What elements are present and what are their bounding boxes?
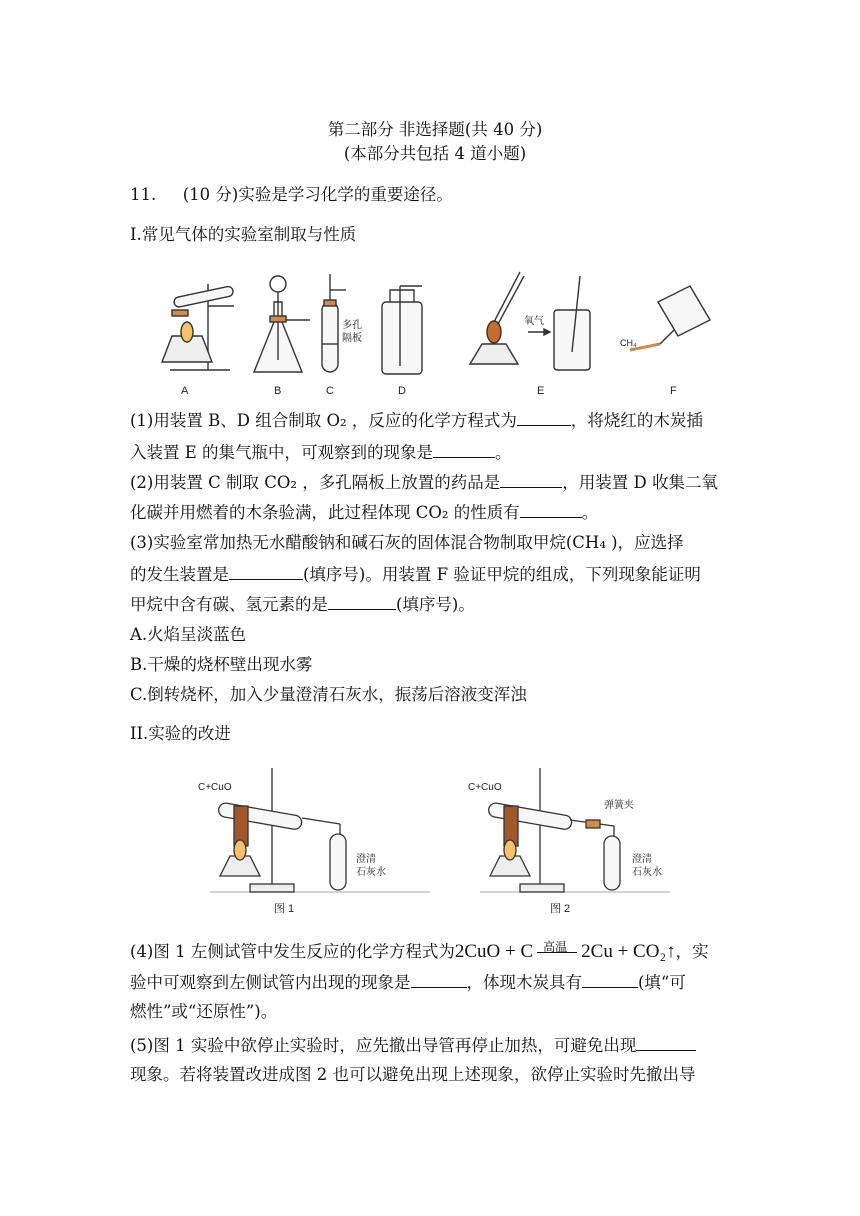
left-limewater-label-1: 澄清 xyxy=(356,854,376,865)
answer-blank-7[interactable] xyxy=(411,970,467,988)
q3-line-1: (3)实验室常加热无水醋酸钠和碱石灰的固体混合物制取甲烷(CH₄ )，应选择 xyxy=(130,533,684,552)
q4-line-3: 燃性”或“还原性”)。 xyxy=(130,1002,278,1021)
q5-line-1: (5)图 1 实验中欲停止实验时，应先撤出导管再停止加热，可避免出现 xyxy=(130,1033,740,1058)
q3-line-3: 甲烷中含有碳、氢元素的是 (填序号)。 xyxy=(130,592,740,617)
apparatus-b xyxy=(254,276,310,372)
figure-1-caption: 图 1 xyxy=(274,903,295,915)
question-intro: (10 分)实验是学习化学的重要途径。 xyxy=(182,185,453,204)
label-f: F xyxy=(670,385,677,397)
label-d: D xyxy=(398,385,406,397)
right-limewater-label-2: 石灰水 xyxy=(632,867,662,878)
oxygen-label: 氧气 xyxy=(524,316,544,327)
reaction-equation: 2CuO + C 高温 2Cu + CO₂↑ xyxy=(455,940,676,964)
apparatus-d xyxy=(382,286,422,374)
porous-label-1: 多孔 xyxy=(342,320,362,331)
part-title: 第二部分 非选择题(共 40 分) xyxy=(327,120,543,139)
label-e: E xyxy=(537,385,545,397)
left-reactant-label: C+CuO xyxy=(198,782,232,793)
q4-line-1: (4)图 1 左侧试管中发生反应的化学方程式为2CuO + C 高温 2Cu + CO₂↑，实 xyxy=(130,940,740,964)
answer-blank-8[interactable] xyxy=(582,970,638,988)
q4-line-2: 验中可观察到左侧试管内出现的现象是 ，体现木炭具有 (填“可 xyxy=(130,970,740,995)
label-a: A xyxy=(181,385,189,397)
spring-clamp-label: 弹簧夹 xyxy=(604,800,634,811)
section-heading-1: I.常见气体的实验室制取与性质 xyxy=(130,225,357,244)
right-reactant-label: C+CuO xyxy=(468,782,502,793)
figure-2-caption: 图 2 xyxy=(550,903,571,915)
right-limewater-label-1: 澄清 xyxy=(632,854,652,865)
option-c: C.倒转烧杯，加入少量澄清石灰水，振荡后溶液变浑浊 xyxy=(130,685,527,704)
part-subtitle: (本部分共包括 4 道小题) xyxy=(343,144,527,163)
section-heading-2: II.实验的改进 xyxy=(130,724,231,743)
apparatus-f xyxy=(630,286,710,350)
answer-blank-2[interactable] xyxy=(433,440,495,458)
q1-line-1: (1)用装置 B、D 组合制取 O₂ ，反应的化学方程式为 ，将烧红的木炭插 xyxy=(130,408,740,433)
option-b: B.干燥的烧杯壁出现水雾 xyxy=(130,655,313,674)
question-stem xyxy=(130,183,740,207)
answer-blank-3[interactable] xyxy=(500,470,562,488)
label-b: B xyxy=(274,385,282,397)
q2-line-2: 化碳并用燃着的木条验满，此过程体现 CO₂ 的性质有 。 xyxy=(130,500,740,525)
setup-figure-1 xyxy=(210,768,430,892)
answer-blank-5[interactable] xyxy=(229,562,303,580)
option-a: A.火焰呈淡蓝色 xyxy=(130,625,247,644)
equation-condition: 高温 xyxy=(543,940,568,955)
answer-blank-4[interactable] xyxy=(520,500,582,518)
apparatus-a xyxy=(162,284,234,370)
methane-label: CH₄ xyxy=(620,338,637,348)
label-c: C xyxy=(326,385,334,397)
q1-line-2: 入装置 E 的集气瓶中，可观察到的现象是 。 xyxy=(130,440,740,465)
apparatus-figure-2 xyxy=(190,764,690,924)
answer-blank-1[interactable] xyxy=(517,408,571,426)
q2-line-1: (2)用装置 C 制取 CO₂ ，多孔隔板上放置的药品是 ，用装置 D 收集二氧 xyxy=(130,470,740,495)
question-number: 11. xyxy=(130,185,157,204)
porous-label-2: 隔板 xyxy=(342,333,362,344)
answer-blank-9[interactable] xyxy=(636,1033,696,1051)
q3-line-2: 的发生装置是 (填序号)。用装置 F 验证甲烷的组成，下列现象能证明 xyxy=(130,562,740,587)
apparatus-figure-1 xyxy=(150,262,720,402)
q5-line-2: 现象。若将装置改进成图 2 也可以避免出现上述现象，欲停止实验时先撤出导 xyxy=(130,1065,696,1084)
left-limewater-label-2: 石灰水 xyxy=(356,867,386,878)
equation-arrow xyxy=(537,940,577,955)
answer-blank-6[interactable] xyxy=(328,592,396,610)
